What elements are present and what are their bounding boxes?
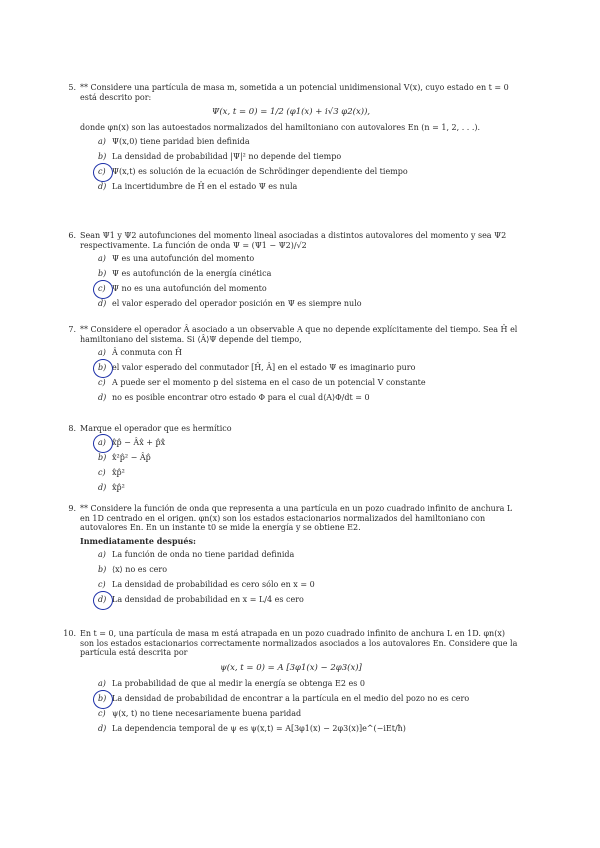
options-list	[62, 438, 520, 494]
option-a[interactable]: a) x̂p̂ − Âx̂ + p̂x̂	[98, 438, 520, 449]
question-text: Marque el operador que es hermítico	[80, 424, 232, 433]
option-d[interactable]: d) La incertidumbre de Ĥ en el estado Ψ es nula	[98, 181, 298, 191]
option-c[interactable]: c) ψ(x, t) no tiene necesariamente buena paridad	[98, 708, 302, 718]
question-text: ** Considere el operador Â asociado a un observable A que no depende explícitamente del tiempo. Sea Ĥ el hamiltoniano del sistema. Si ⟨Â⟩Ψ depende del tiempo,	[80, 325, 518, 344]
options-list	[62, 137, 520, 193]
question-text: ** Considere una partícula de masa m, sometida a un potencial unidimensional V(x), cuyo estado en t = 0 está descrito por:	[80, 83, 509, 102]
option-b[interactable]: b) el valor esperado del conmutador [Ĥ, Â] en el estado Ψ es imaginario puro	[98, 363, 520, 374]
option-d[interactable]: d) no es posible encontrar otro estado Φ para el cual d⟨A⟩Φ/dt = 0	[98, 393, 370, 403]
options-list	[62, 254, 520, 310]
option-b[interactable]: b) x̂²p̂² − Âp̂	[98, 452, 151, 462]
question-8	[62, 424, 520, 498]
question-number: 8.	[68, 424, 76, 433]
question-6	[62, 231, 520, 314]
question-5	[62, 83, 520, 197]
option-b[interactable]: b) La densidad de probabilidad de encontrar a la partícula en el medio del pozo no es cero	[98, 694, 520, 705]
options-list	[62, 348, 520, 404]
formula: Ψ(x, t = 0) = 1/2 (φ1(x) + i√3 φ2(x)),	[211, 107, 371, 118]
question-text: En t = 0, una partícula de masa m está atrapada en un pozo cuadrado infinito de anchura L en 1D. φn(x) son los estados estacionarios correctamente normalizados asociados a los autovalores En. Considere que la partícula está descrita por	[80, 629, 518, 658]
question-text: Sean Ψ1 y Ψ2 autofunciones del momento lineal asociadas a distintos autovalores del momento y sea Ψ2 respectivamente. La función de onda Ψ = (Ψ1 − Ψ2)/√2	[80, 231, 507, 250]
options-list	[62, 679, 520, 735]
option-c[interactable]: c) La densidad de probabilidad es cero sólo en x = 0	[98, 580, 315, 590]
question-number: 9.	[68, 504, 76, 513]
option-a[interactable]: a) Ψ es una autofunción del momento	[98, 254, 255, 264]
option-c[interactable]: c) Ψ(x,t) es solución de la ecuación de Schrödinger dependiente del tiempo	[98, 167, 520, 178]
option-a[interactable]: a) La probabilidad de que al medir la energía se obtenga E2 es 0	[98, 678, 365, 688]
option-d[interactable]: d) x̂p̂²	[98, 482, 125, 492]
option-a[interactable]: a) La función de onda no tiene paridad definida	[98, 550, 295, 560]
question-text: ** Considere la función de onda que representa a una partícula en un pozo cuadrado infinito de anchura L en 1D centrado en el origen. φn(x) son los estados estacionarios normalizados del hamiltoniano con autovalores En. En un instante t0 se mide la energía y se obtiene E2.	[80, 504, 513, 533]
options-list	[62, 550, 520, 606]
option-d[interactable]: d) La densidad de probabilidad en x = L/4 es cero	[98, 595, 520, 606]
option-d[interactable]: d) La dependencia temporal de ψ es ψ(x,t) = A[3φ1(x) − 2φ3(x)]e^(−iEt/ħ)	[98, 723, 406, 733]
formula: ψ(x, t = 0) = A [3φ1(x) − 2φ3(x)]	[220, 662, 362, 673]
option-c[interactable]: c) Ψ no es una autofunción del momento	[98, 284, 520, 295]
question-number: 7.	[68, 325, 76, 334]
option-b[interactable]: b) La densidad de probabilidad |Ψ|² no depende del tiempo	[98, 151, 342, 161]
option-d[interactable]: d) el valor esperado del operador posición en Ψ es siempre nulo	[98, 299, 362, 309]
option-c[interactable]: c) x̂p̂²	[98, 467, 125, 477]
option-c[interactable]: c) A puede ser el momento p del sistema en el caso de un potencial V constante	[98, 378, 426, 388]
option-a[interactable]: a) Â conmuta con Ĥ	[98, 348, 183, 358]
option-b[interactable]: b) Ψ es autofunción de la energía cinética	[98, 269, 272, 279]
option-b[interactable]: b) ⟨x⟩ no es cero	[98, 565, 168, 575]
question-number: 10.	[63, 629, 76, 638]
question-emphasis: Inmediatamente después:	[80, 535, 196, 546]
question-10	[62, 629, 520, 739]
question-number: 6.	[68, 231, 76, 240]
question-7	[62, 325, 520, 408]
option-a[interactable]: a) Ψ(x,0) tiene paridad bien definida	[98, 136, 250, 146]
question-9	[62, 504, 520, 610]
question-number: 5.	[68, 83, 76, 92]
question-text-continued: donde φn(x) son las autoestados normalizados del hamiltoniano con autovalores En (n = 1, 2, . . .).	[80, 123, 481, 133]
